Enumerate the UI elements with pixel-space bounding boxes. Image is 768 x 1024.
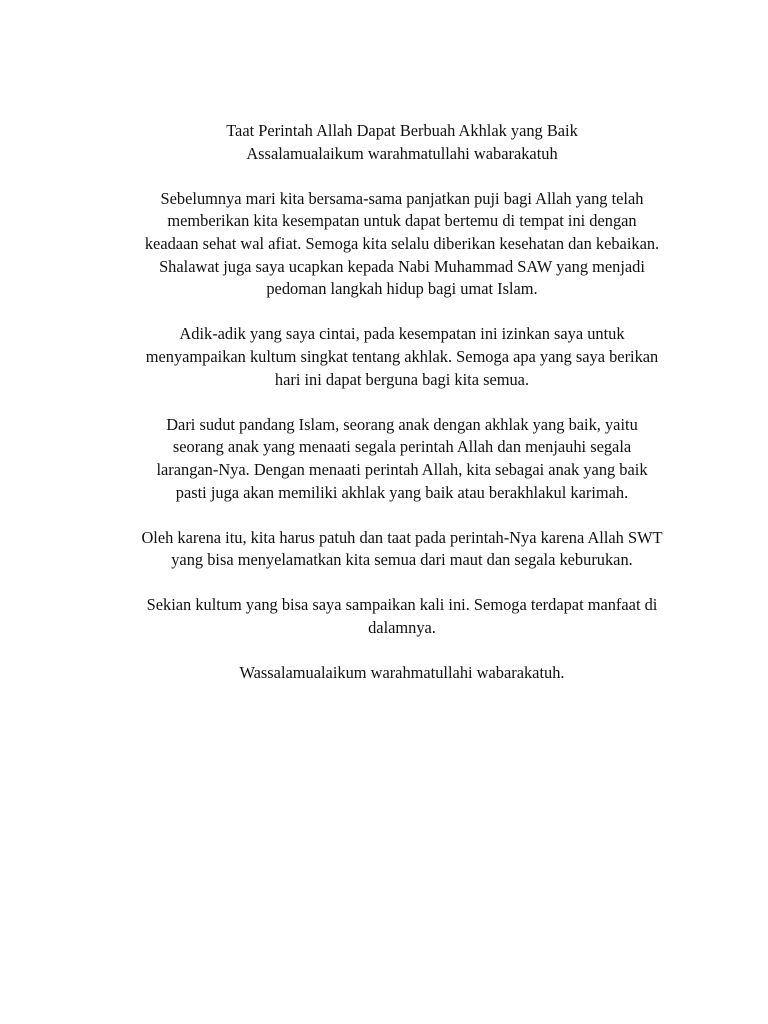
paragraph-spacer [140, 504, 664, 527]
document-body [140, 120, 664, 685]
paragraph-spacer [140, 301, 664, 324]
paragraph-spacer [140, 165, 664, 188]
closing-greeting: Wassalamualaikum warahmatullahi wabarakatuh. [239, 663, 565, 683]
paragraph-introduction: Adik-adik yang saya cintai, pada kesempatan ini izinkan saya untuk menyampaikan kultum singkat tentang akhlak. Semoga apa yang saya berikan hari ini dapat berguna bagi kita semua. [145, 324, 659, 389]
paragraph-islamic-view: Dari sudut pandang Islam, seorang anak dengan akhlak yang baik, yaitu seorang anak yang menaati segala perintah Allah dan menjauhi segala larangan-Nya. Dengan menaati perintah Allah, kita sebagai anak yang baik pasti juga akan memiliki akhlak yang baik atau berakhlakul karimah. [156, 414, 648, 502]
paragraph-spacer [140, 391, 664, 414]
opening-greeting: Assalamualaikum warahmatullahi wabarakatuh [246, 143, 558, 163]
document-title: Taat Perintah Allah Dapat Berbuah Akhlak yang Baik [226, 121, 578, 140]
paragraph-opening: Sebelumnya mari kita bersama-sama panjatkan puji bagi Allah yang telah memberikan kita kesempatan untuk dapat bertemu di tempat ini dengan keadaan sehat wal afiat. Semoga kita selalu diberikan kesehatan dan kebaikan. Shalawat juga saya ucapkan kepada Nabi Muhammad SAW yang menjadi pedoman langkah hidup bagi umat Islam. [144, 188, 660, 299]
paragraph-spacer [140, 640, 664, 663]
paragraph-spacer [140, 572, 664, 595]
paragraph-closing-remarks: Sekian kultum yang bisa saya sampaikan kali ini. Semoga terdapat manfaat di dalamnya. [146, 595, 658, 638]
paragraph-conclusion: Oleh karena itu, kita harus patuh dan taat pada perintah-Nya karena Allah SWT yang bisa menyelamatkan kita semua dari maut dan segala keburukan. [141, 527, 663, 570]
